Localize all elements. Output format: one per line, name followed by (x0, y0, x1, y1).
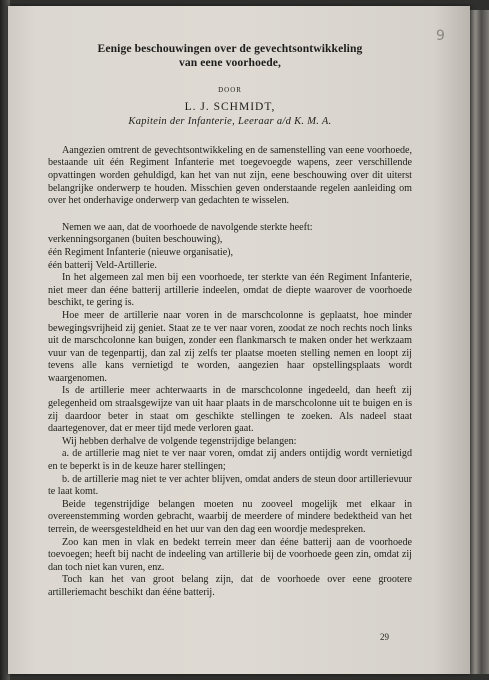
paragraph-10: Toch kan het van groot belang zijn, dat de voorhoede over eene grootere artilleriemacht beschikt dan ééne batterij. (48, 574, 412, 598)
title-line-1: Eenige beschouwingen over de gevechtsontwikkeling (97, 42, 363, 55)
author-role: Kapitein der Infanterie, Leeraar a/d K. M. A. (128, 116, 332, 128)
paragraph-4: Is de artillerie meer achterwaarts in de marschcolonne ingedeeld, dan heeft zij gelegenheid om straalsgewijze van uit haar plaats in de marschcolonne uit te buigen en is zij daardoor beter in staat om geschikte stellingen te zoeken. Als nadeel staat daartegenover, dat er meer tijd mede verloren gaat. (48, 385, 412, 435)
paragraph-7: b. de artillerie mag niet te ver achter blijven, omdat anders de steun door artillerievuur te laat komt. (48, 473, 412, 498)
paragraph-8: Beide tegenstrijdige belangen moeten nu zooveel mogelijk met elkaar in overeenstemming worden gebracht, waarbij de meerdere of mindere bedektheid van het terrein, de weersgesteldheid en het uur van den dag een woordje medespreken. (48, 498, 412, 535)
page-number: 29 (380, 632, 389, 642)
paragraph-3: Hoe meer de artillerie naar voren in de marschcolonne is geplaatst, hoe minder bewegingsvrijheid zij geniet. Staat ze te ver naar voren, zoodat ze noch rechts noch links uit de marschcolonne kan buigen, zonder een flankmarsch te maken onder het werkzaam vuur van de tegenpartij, dan zal zij zelfs ter plaatse moeten stelling nemen en loopt zij tevens alle kans vernietigd te worden, aangezien haar opstellingsplaats wordt waargenomen. (48, 309, 412, 384)
paragraph-1: Aangezien omtrent de gevechtsontwikkeling en de samenstelling van eene voorhoede, bestaande uit één Regiment Infanterie met toegevoegde wapens, zeer verschillende opvattingen worden gehuldigd, kan het van nut zijn, eene beschouwing over dit uiterst belangrijke onderwerp te houden. Misschien geven onderstaande regelen aanleiding om over het onderhavige onderwerp van gedachten te wisselen. (48, 144, 412, 207)
paragraph-5: Wij hebben derhalve de volgende tegenstrijdige belangen: (62, 435, 297, 447)
byline-door: DOOR (218, 86, 242, 94)
list-item-3: één batterij Veld-Artillerie. (48, 259, 157, 271)
author-name: L. J. SCHMIDT, (184, 100, 276, 113)
paragraph-6: a. de artillerie mag niet te ver naar voren, omdat zij anders ontijdig wordt vernietigd en te beperkt is in de keuze harer stellingen; (48, 448, 412, 473)
page-content (48, 42, 412, 600)
corner-number: 9 (436, 28, 445, 44)
paragraph-2: In het algemeen zal men bij een voorhoede, ter sterkte van één Regiment Infanterie, niet meer dan ééne batterij artillerie indeelen, omdat de diepte waarover de voorhoede beschikt, te gering is. (48, 272, 412, 309)
paragraph-9: Zoo kan men in vlak en bedekt terrein meer dan ééne batterij aan de voorhoede toevoegen; heeft bij nacht de indeeling van artillerie bij de voorhoede geen zin, omdat zij dan toch niet kan vuren, enz. (48, 536, 412, 573)
list-intro: Nemen we aan, dat de voorhoede de navolgende sterkte heeft: (62, 221, 313, 233)
list-item-1: verkenningsorganen (buiten beschouwing), (48, 234, 223, 246)
list-item-2: één Regiment Infanterie (nieuwe organisatie), (48, 246, 234, 258)
article-title (48, 42, 412, 70)
page-stack-edge (470, 10, 489, 674)
title-line-2: van eene voorhoede, (178, 56, 282, 69)
